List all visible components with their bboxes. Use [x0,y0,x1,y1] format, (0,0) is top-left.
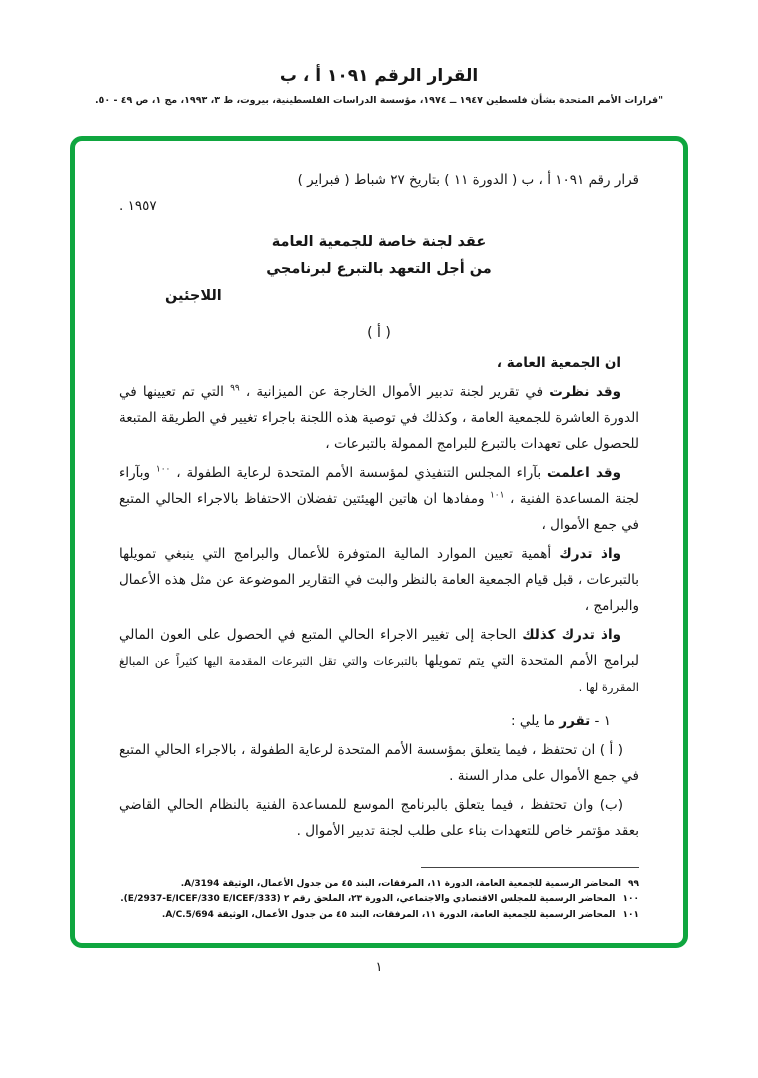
paragraph-lead: واذ تدرك كذلك [522,627,621,643]
footnote-ref-101: ١٠١ [489,490,505,501]
decision-number: ١ - [590,713,611,729]
footnotes-section [119,855,639,924]
footnote-number: ١٠٠ [622,894,639,904]
page-number: ١ [375,960,383,975]
decision-item-a: ( أ ) ان تحتفظ ، فيما يتعلق بمؤسسة الأمم المتحدة لرعاية الطفولة ، بالاجراء الحالي المتبع في جمع الأموال على مدار السنة . [119,742,639,784]
footnote-101 [119,908,639,924]
footnote-text: المحاضر الرسمية للجمعية العامة، الدورة ١١، المرفقات، البند ٤٥ من جدول الأعمال، الوثيقة A/3194. [180,878,621,889]
content-frame [70,136,688,948]
paragraph-text: وبآراء لجنة المساعدة الفنية ، [119,465,639,507]
paragraph-having-considered [119,379,639,457]
paragraph-text: في تقرير لجنة تدبير الأموال الخارجة عن الميزانية ، [239,384,550,400]
paragraph-text-small: بالتبرعات والتي تقل التبرعات المقدمة اليها كثيراً عن المبالغ المقررة لها . [119,654,639,694]
decision-verb: تقرر [559,713,591,729]
resolution-title: القرار الرقم ١٠٩١ أ ، ب [279,66,479,86]
decision-line [119,708,639,734]
source-citation: "قرارات الأمم المتحدة بشأن فلسطين ١٩٤٧ ــ ١٩٧٤، مؤسسة الدراسات الفلسطينية، بيروت، ط ٣، ١٩٩٣، مج ١، ص ٤٩ - ٥٠. [94,95,664,106]
footnote-text: المحاضر الرسمية للمجلس الاقتصادي والاجتماعي، الدورة ٢٣، الملحق رقم ٢ (E/2937-E/ICEF/330 E/ICEF/333). [120,894,616,904]
paragraph-recognizing-further [119,622,639,700]
footnote-number: ١٠١ [622,909,639,920]
footnote-99 [119,877,639,893]
footnote-100 [119,892,639,908]
decision-item-b: (ب) وان تحتفظ ، فيما يتعلق بالبرنامج الموسع للمساعدة الفنية بالنظام الحالي القاضي بعقد مؤتمر خاص للتعهدات بناء على طلب لجنة تدبير الأموال . [119,797,639,839]
page-header [0,0,758,106]
paragraph-text: أهمية تعيين الموارد المالية المتوفرة للأعمال والبرامج التي ينبغي تمويلها بالتبرعات ، قبل قيام الجمعية العامة بالنظر والبت في التقارير الموضوعة عن مثل هذه الأعمال والبرامج ، [119,546,639,614]
paragraph-text: التي تم تعيينها في الدورة العاشرة للجمعية العامة ، وكذلك في توصية هذه اللجنة باجراء تغيير في الطريقة المتبعة للحصول على تعهدات بالتبرع للبرامج الممولة بالتبرعات ، [119,384,639,452]
paragraph-lead: وقد اعلمت [547,465,621,481]
paragraph-lead: وقد نظرت [549,384,621,400]
heading-line2: من أجل التعهد بالتبرع لبرنامجي [266,261,492,277]
paragraph-lead: واذ تدرك [559,546,621,562]
preamble-opening: ان الجمعية العامة ، [496,355,621,371]
footnote-ref-100: ١٠٠ [155,464,171,475]
paragraph-text: ومفادها ان هاتين الهيئتين تفضلان الاحتفاظ بالاجراء الحالي المتبع في جمع الأموال ، [119,491,639,533]
footnote-separator-rule [421,867,639,868]
footnote-ref-99: ٩٩ [230,383,240,394]
paragraph-having-been-informed [119,460,639,538]
footnote-text: المحاضر الرسمية للجمعية العامة، الدورة ١١، المرفقات، البند ٤٥ من جدول الأعمال، الوثيقة A/C.5/694. [161,909,616,920]
paragraph-text: الحاجة إلى تغيير الاجراء الحالي المتبع في الحصول على العون المالي لبرامج الأمم المتحدة التي يتم تمويلها [119,627,639,669]
resolution-intro-line2: ١٩٥٧ . [119,198,157,214]
decision-rest: ما يلي : [511,713,560,729]
paragraph-recognizing [119,541,639,619]
heading-line3: اللاجئين [165,288,222,304]
paragraph-text: بآراء المجلس التنفيذي لمؤسسة الأمم المتحدة لرعاية الطفولة ، [170,465,547,481]
resolution-intro-line1: قرار رقم ١٠٩١ أ ، ب ( الدورة ١١ ) بتاريخ ٢٧ شباط ( فبراير ) [297,172,639,188]
footnote-number: ٩٩ [628,878,639,889]
section-label-a: ( أ ) [367,325,391,341]
heading-line1: عقد لجنة خاصة للجمعية العامة [271,234,487,250]
